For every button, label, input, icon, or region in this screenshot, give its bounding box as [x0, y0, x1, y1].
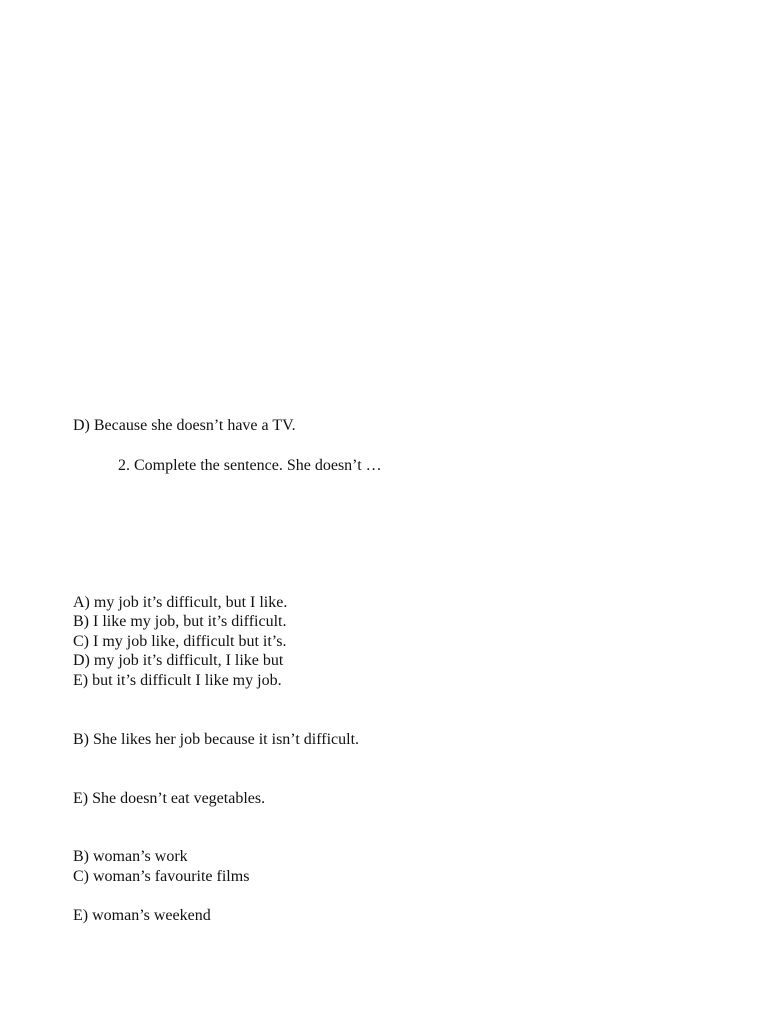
question-2-text: 2. Complete the sentence. She doesn’t …: [118, 457, 382, 474]
answer-option-e: E) but it’s difficult I like my job.: [73, 672, 282, 689]
answer-option-a: A) my job it’s difficult, but I like.: [73, 594, 288, 611]
answer-option-b-likes-job: B) She likes her job because it isn’t difficult.: [73, 731, 360, 748]
answer-option-d-tv: D) Because she doesn’t have a TV.: [73, 417, 296, 434]
answer-option-b-work: B) woman’s work: [73, 848, 188, 865]
answer-option-e-weekend: E) woman’s weekend: [73, 907, 211, 924]
answer-option-b: B) I like my job, but it’s difficult.: [73, 613, 287, 630]
answer-option-e-vegetables: E) She doesn’t eat vegetables.: [73, 790, 266, 807]
answer-option-c: C) I my job like, difficult but it’s.: [73, 633, 287, 650]
answer-option-c-films: C) woman’s favourite films: [73, 868, 250, 885]
answer-option-d: D) my job it’s difficult, I like but: [73, 652, 284, 669]
